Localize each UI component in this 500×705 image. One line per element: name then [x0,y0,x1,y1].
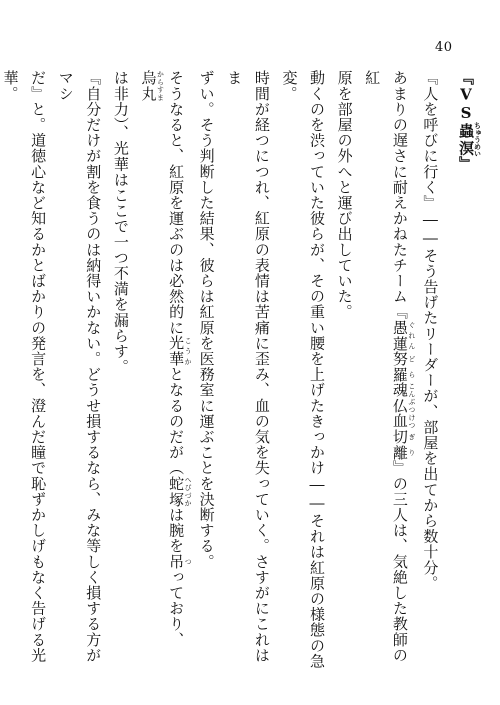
text-line [24,70,52,670]
furigana-word: 努羅 どら [390,350,416,383]
furigana-word: 烏丸 からすま [139,70,165,102]
furigana-word: 魂 こん [390,382,416,398]
text-segment: そうなると、紅原を運ぶのは必然的に [167,70,186,336]
text-segment: っており、 [167,569,186,648]
text-segment: 原を部屋の外へと運び出していた。 [335,70,354,320]
furigana-word: 吊 つ [167,553,193,570]
furigana-word: 仏 ぶつ [390,397,416,414]
text-line [275,70,330,670]
text-line [134,70,192,670]
text-segment: 『自分だけが割を食うのは納得いかない。どうせ損するなら、みな等しく損する方がマシ [56,70,103,663]
text-line [330,70,358,670]
text-segment: となるのだが（ [167,366,186,476]
chapter-header-prefix: 『VS [457,70,475,123]
page-number: 40 [435,40,453,55]
chapter-header [451,70,482,670]
text-segment: 華。 [1,70,20,102]
text-segment: 動くのを渋っていた彼らが、その重い腰を上げたきっかけ――それは紅原の様態の急変。 [280,70,327,669]
chapter-header-suffix: 』 [457,155,475,172]
text-line [51,70,106,670]
furigana-word: 光華 こうか [167,335,193,367]
furigana-word: 愚蓮 ぐれん [390,319,416,351]
text-line [220,70,275,670]
text-segment: ずい。そう判断した結果、彼らは紅原を医務室に運ぶことを決断する。 [197,70,216,570]
chapter-header-word: 蟲溟ちゅうめい [457,121,483,157]
furigana-word: 血 けつ [390,413,416,429]
text-line [106,70,134,670]
text-segment: 時間が経つにつれ、紅原の表情は苦痛に歪み、血の気を失っていく。さすがにこれはま [225,70,271,663]
text-segment: あまりの遅さに耐えかねたチーム『 [390,70,409,320]
text-line [416,70,444,670]
novel-text-body [0,70,482,670]
text-line [192,70,220,670]
text-segment: は非力）、光華はここで一つ不満を漏らす。 [111,70,130,375]
text-segment: 』の三人は、気絶した教師の紅 [363,70,409,663]
text-segment: だ』と。道徳心など知るかとばかりの発言を、澄んだ瞳で恥ずかしげもなく告げる光 [29,70,48,663]
furigana-word: 蛇塚 へびづか [167,475,193,507]
text-segment: 『人を呼びに行く』――そう告げたリーダーが、部屋を出てから数十分。 [421,70,440,591]
furigana-word: 切離 ぎり [390,428,416,461]
text-segment: は腕を [167,506,186,554]
text-line [0,70,24,670]
text-line [358,70,416,670]
